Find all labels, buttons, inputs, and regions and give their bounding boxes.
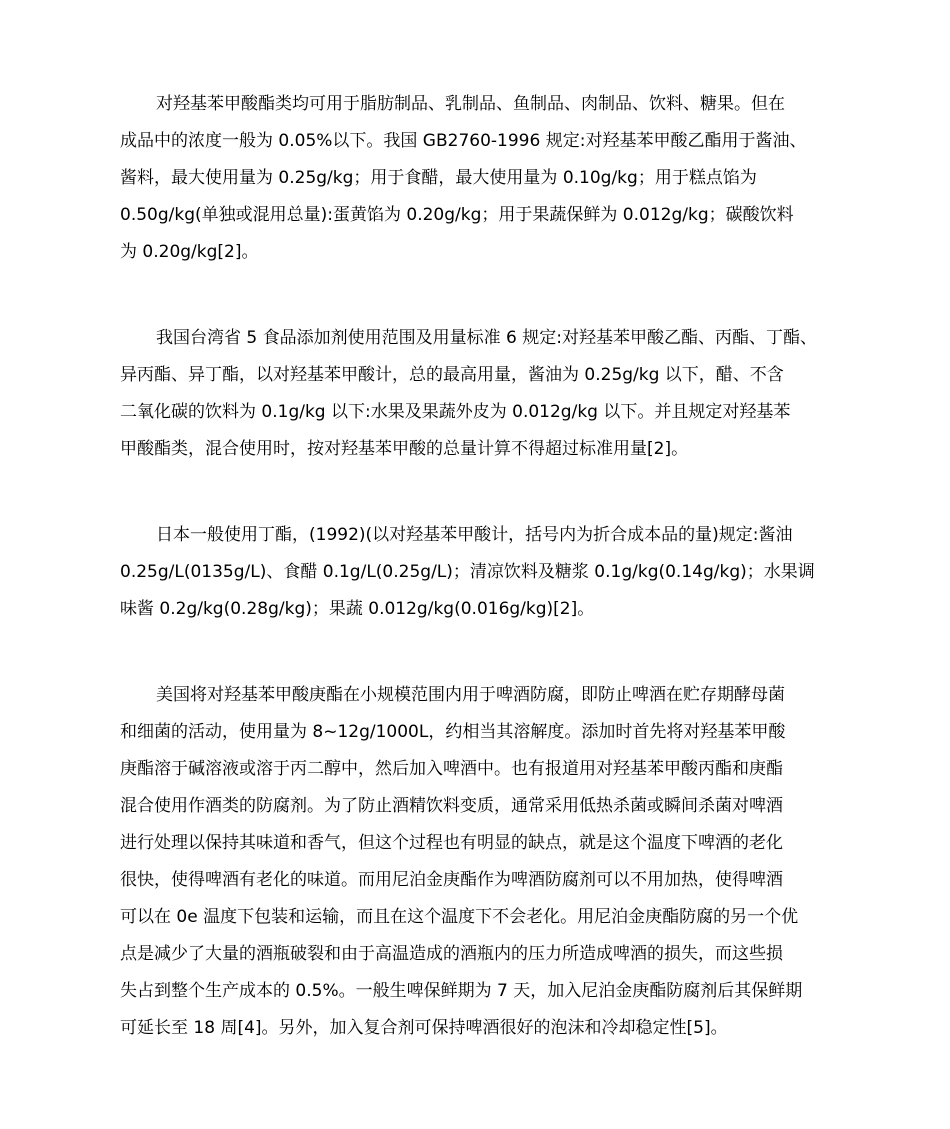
paragraph-3 <box>120 522 830 623</box>
paragraph-line: 可延长至 18 周[4]。另外，加入复合剂可保持啤酒很好的泡沫和冷却稳定性[5]。 <box>120 1018 728 1038</box>
paragraph-spacer <box>120 276 830 325</box>
paragraph-line: 可以在 0e 温度下包装和运输，而且在这个温度下不会老化。用尼泊金庚酯防腐的另一个优 <box>120 907 799 927</box>
paragraph-4 <box>120 682 830 1042</box>
paragraph-line: 二氧化碳的饮料为 0.1g/kg 以下:水果及果蔬外皮为 0.012g/kg 以下。并且规定对羟基苯 <box>120 402 791 422</box>
paragraph-2 <box>120 325 830 463</box>
paragraph-line: 美国将对羟基苯甲酸庚酯在小规模范围内用于啤酒防腐，即防止啤酒在贮存期酵母菌 <box>156 685 785 705</box>
paragraph-line: 甲酸酯类，混合使用时，按对羟基苯甲酸的总量计算不得超过标准用量[2]。 <box>120 439 689 459</box>
paragraph-line: 我国台湾省 5 食品添加剂使用范围及用量标准 6 规定:对羟基苯甲酸乙酯、丙酯、丁酯、 <box>156 328 817 348</box>
paragraph-line: 日本一般使用丁酯，(1992)(以对羟基苯甲酸计，括号内为折合成本品的量)规定:酱油 <box>156 525 793 545</box>
paragraph-line: 对羟基苯甲酸酯类均可用于脂肪制品、乳制品、鱼制品、肉制品、饮料、糖果。但在 <box>156 94 785 114</box>
paragraph-line: 混合使用作酒类的防腐剂。为了防止酒精饮料变质，通常采用低热杀菌或瞬间杀菌对啤酒 <box>120 796 783 816</box>
paragraph-spacer <box>120 633 830 682</box>
paragraph-line: 成品中的浓度一般为 0.05%以下。我国 GB2760-1996 规定:对羟基苯甲酸乙酯用于酱油、 <box>120 131 807 151</box>
paragraph-line: 异丙酯、异丁酯，以对羟基苯甲酸计，总的最高用量，酱油为 0.25g/kg 以下，醋、不含 <box>120 365 784 385</box>
paragraph-line: 进行处理以保持其味道和香气，但这个过程也有明显的缺点，就是这个温度下啤酒的老化 <box>120 833 783 853</box>
paragraph-line: 酱料，最大使用量为 0.25g/kg；用于食醋，最大使用量为 0.10g/kg；用于糕点馅为 <box>120 168 757 188</box>
paragraph-line: 庚酯溶于碱溶液或溶于丙二醇中，然后加入啤酒中。也有报道用对羟基苯甲酸丙酯和庚酯 <box>120 759 783 779</box>
paragraph-line: 0.25g/L(0135g/L)、食醋 0.1g/L(0.25g/L)；清凉饮料及糖浆 0.1g/kg(0.14g/kg)；水果调 <box>120 562 815 582</box>
paragraph-line: 为 0.20g/kg[2]。 <box>120 242 259 262</box>
paragraph-line: 和细菌的活动，使用量为 8~12g/1000L，约相当其溶解度。添加时首先将对羟基苯甲酸 <box>120 722 786 742</box>
paragraph-line: 味酱 0.2g/kg(0.28g/kg)；果蔬 0.012g/kg(0.016g/kg)[2]。 <box>120 599 595 619</box>
paragraph-line: 0.50g/kg(单独或混用总量):蛋黄馅为 0.20g/kg；用于果蔬保鲜为 0.012g/kg；碳酸饮料 <box>120 205 794 225</box>
paragraph-spacer <box>120 473 830 522</box>
paragraph-line: 很快，使得啤酒有老化的味道。而用尼泊金庚酯作为啤酒防腐剂可以不用加热，使得啤酒 <box>120 870 783 890</box>
paragraph-line: 失占到整个生产成本的 0.5%。一般生啤保鲜期为 7 天，加入尼泊金庚酯防腐剂后其保鲜期 <box>120 981 803 1001</box>
paragraph-1 <box>120 91 830 266</box>
paragraph-line: 点是减少了大量的酒瓶破裂和由于高温造成的酒瓶内的压力所造成啤酒的损失，而这些损 <box>120 944 783 964</box>
